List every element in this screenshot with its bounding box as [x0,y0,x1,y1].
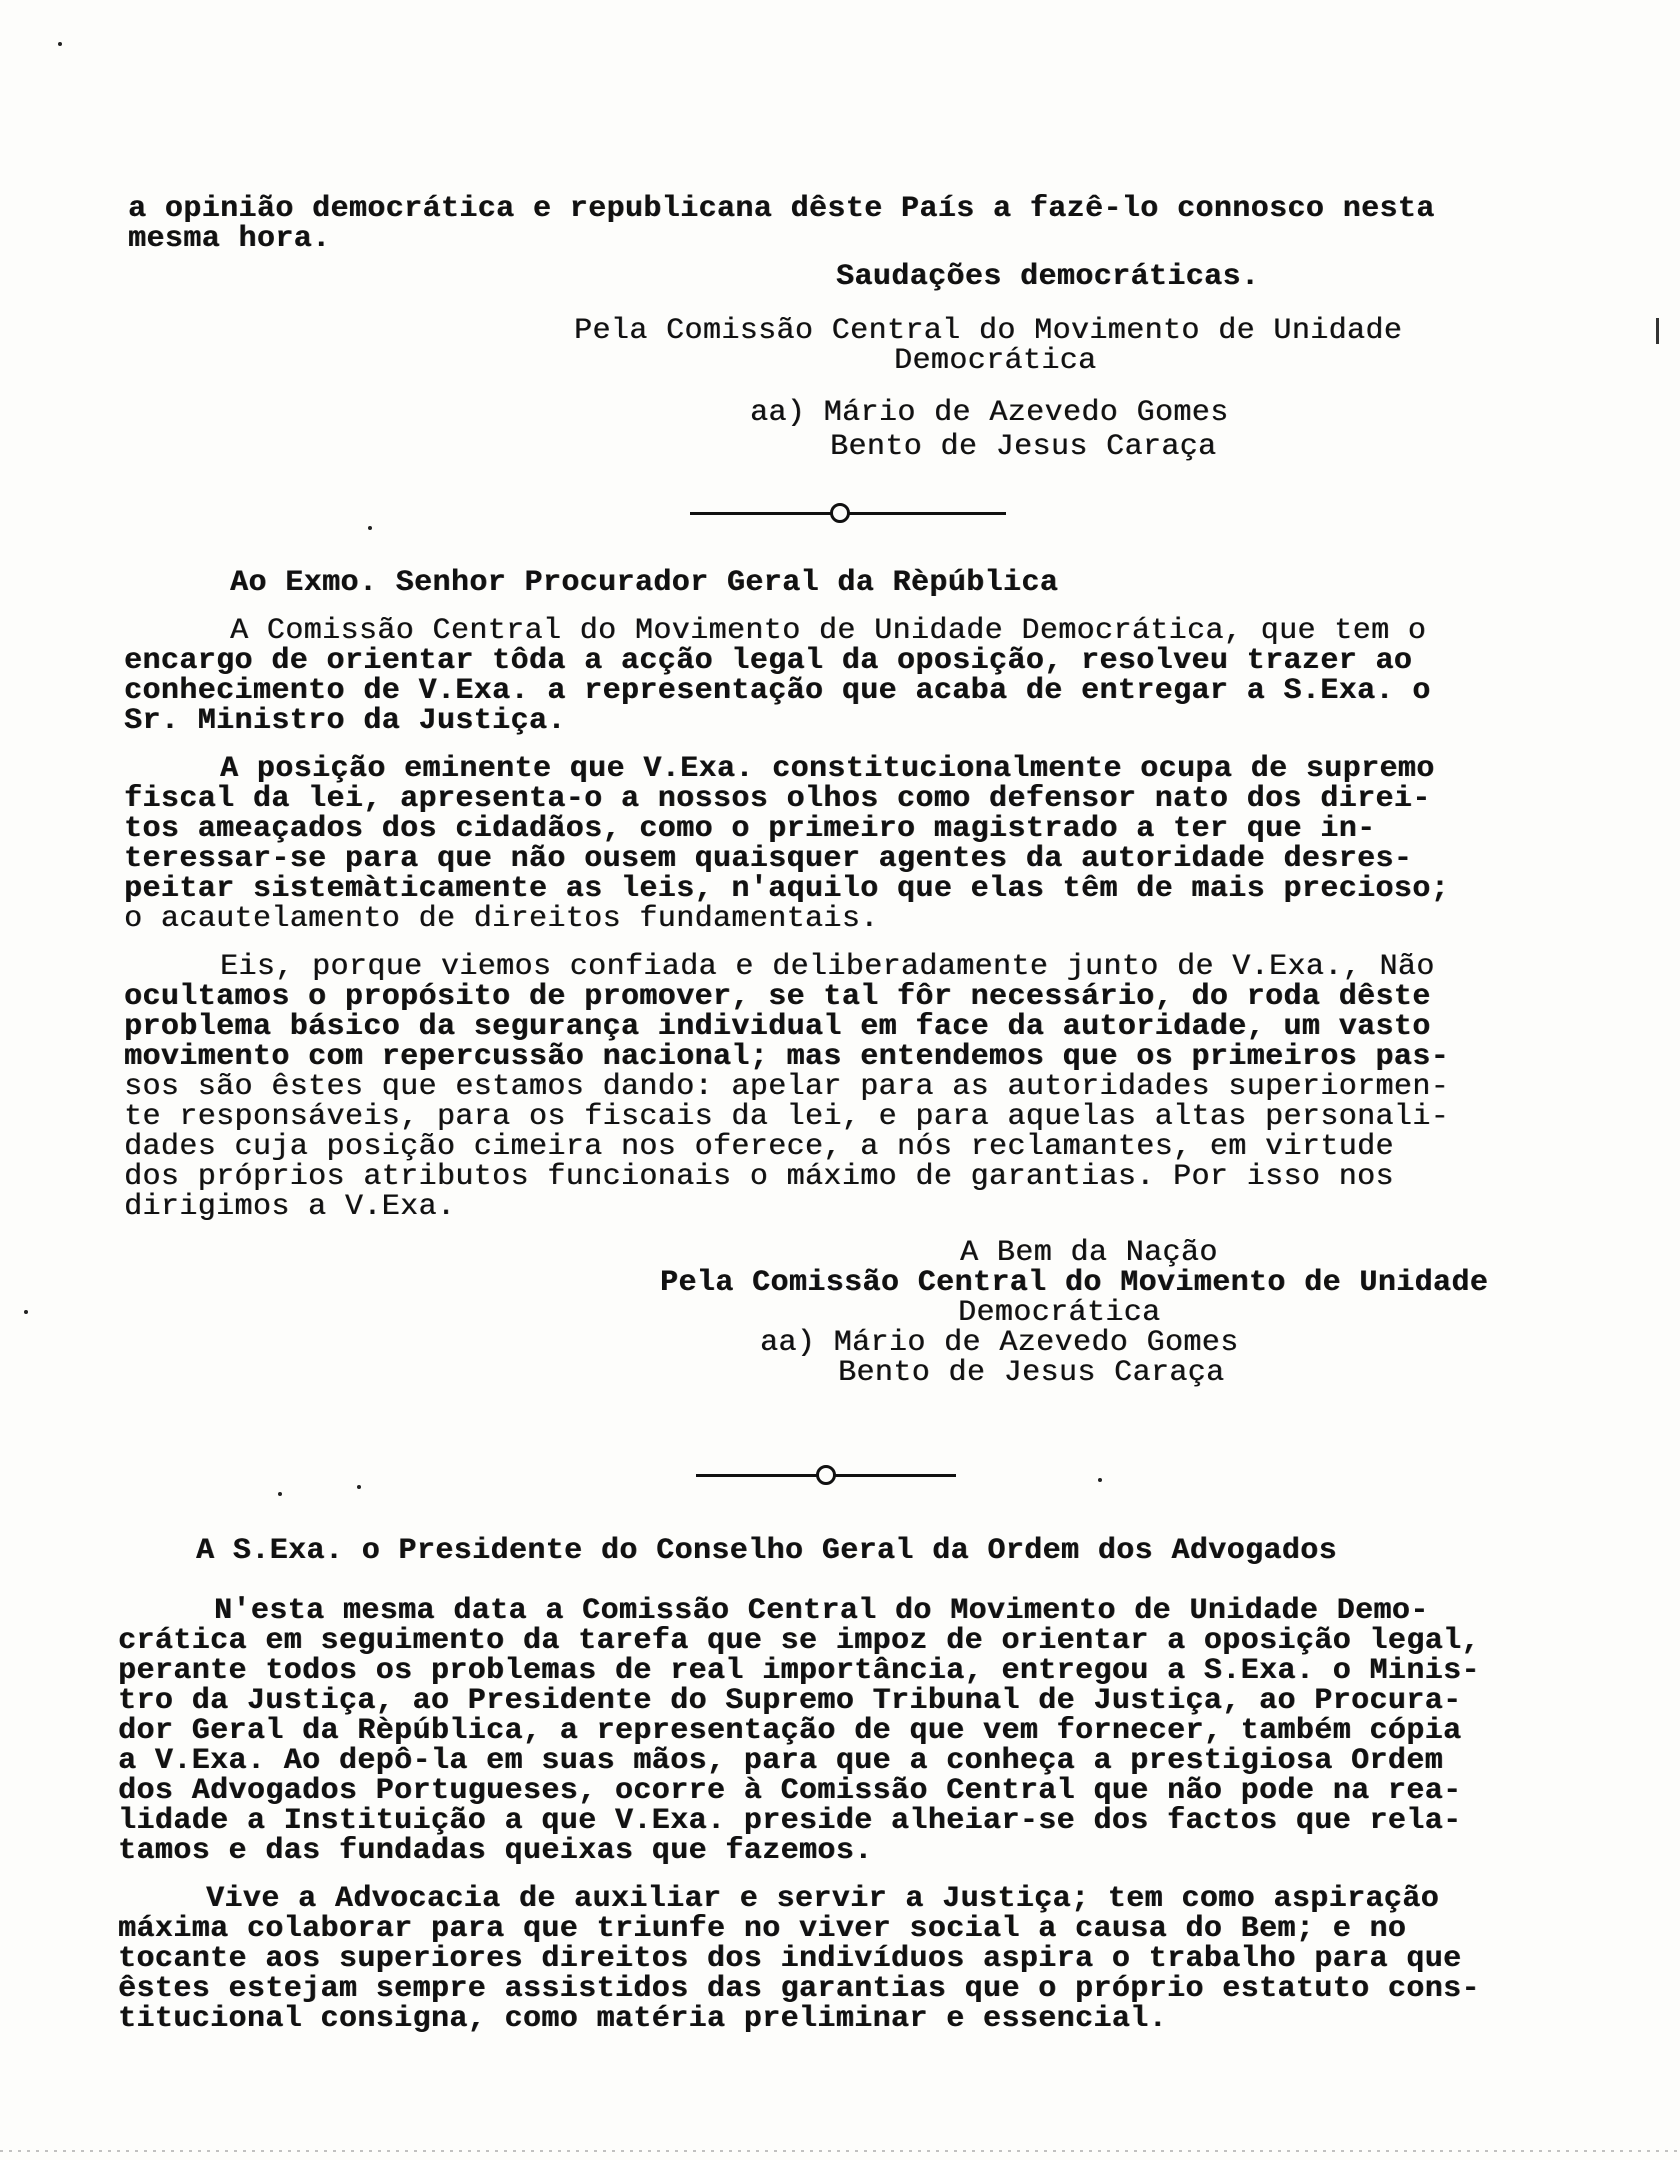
body-line: Eis, porque viemos confiada e deliberadamente junto de V.Exa., Não [220,950,1435,984]
body-line: N'esta mesma data a Comissão Central do Movimento de Unidade Demo- [214,1594,1429,1628]
signature-line: aa) Mário de Azevedo Gomes [760,1326,1239,1360]
body-line: A Comissão Central do Movimento de Unidade Democrática, que tem o [230,614,1427,648]
body-line: ocultamos o propósito de promover, se tal fôr necessário, do roda dêste [124,980,1431,1014]
body-line: A posição eminente que V.Exa. constitucionalmente ocupa de supremo [220,752,1435,786]
scan-edge [0,2150,1680,2152]
scan-speck [368,526,372,530]
scan-speck [58,42,62,46]
scan-speck [1098,1478,1102,1482]
body-line: crática em seguimento da tarefa que se impoz de orientar a oposição legal, [118,1624,1480,1658]
body-line: o acautelamento de direitos fundamentais. [124,902,879,936]
scan-speck [357,1485,361,1489]
body-line: titucional consigna, como matéria preliminar e essencial. [118,2002,1167,2036]
body-line: peitar sistemàticamente as leis, n'aquilo que elas têm de mais precioso; [124,872,1450,906]
body-line: conhecimento de V.Exa. a representação que acaba de entregar a S.Exa. o [124,674,1431,708]
signature-line: Democrática [894,344,1097,378]
body-line: a opinião democrática e republicana dêste País a fazê-lo connosco nesta [128,192,1435,226]
scan-speck [24,1310,28,1314]
margin-mark [1656,318,1659,344]
body-line: Sr. Ministro da Justiça. [124,704,566,738]
body-line: fiscal da lei, apresenta-o a nossos olhos como defensor nato dos direi- [124,782,1431,816]
greeting: Saudações democráticas. [836,260,1260,294]
body-line: tro da Justiça, ao Presidente do Supremo Tribunal de Justiça, ao Procura- [118,1684,1462,1718]
body-line: Vive a Advocacia de auxiliar e servir a Justiça; tem como aspiração [206,1882,1439,1916]
body-line: êstes estejam sempre assistidos das garantias que o próprio estatuto cons- [118,1972,1480,2006]
closing-line: A Bem da Nação [960,1236,1218,1270]
body-line: dirigimos a V.Exa. [124,1190,456,1224]
body-line: perante todos os problemas de real importância, entregou a S.Exa. o Minis- [118,1654,1480,1688]
signature-line: Bento de Jesus Caraça [838,1356,1225,1390]
body-line: dor Geral da Rèpública, a representação de que vem fornecer, também cópia [118,1714,1462,1748]
body-line: tamos e das fundadas queixas que fazemos. [118,1834,873,1868]
body-line: a V.Exa. Ao depô-la em suas mãos, para que a conheça a prestigiosa Ordem [118,1744,1444,1778]
body-line: encargo de orientar tôda a acção legal da oposição, resolveu trazer ao [124,644,1413,678]
body-line: sos são êstes que estamos dando: apelar para as autoridades superiormen- [124,1070,1450,1104]
body-line: dos próprios atributos funcionais o máximo de garantias. Por isso nos [124,1160,1394,1194]
scan-speck [278,1492,282,1496]
body-line: lidade a Instituição a que V.Exa. preside alheiar-se dos factos que rela- [118,1804,1462,1838]
body-line: movimento com repercussão nacional; mas entendemos que os primeiros pas- [124,1040,1450,1074]
body-line: tocante aos superiores direitos dos indivíduos aspira o trabalho para que [118,1942,1462,1976]
body-line: problema básico da segurança individual em face da autoridade, um vasto [124,1010,1431,1044]
body-line: tos ameaçados dos cidadãos, como o primeiro magistrado a ter que in- [124,812,1376,846]
signature-line: Pela Comissão Central do Movimento de Unidade [574,314,1403,348]
body-line: teressar-se para que não ousem quaisquer agentes da autoridade desres- [124,842,1413,876]
body-line: dades cuja posição cimeira nos oferece, a nós reclamantes, em virtude [124,1130,1394,1164]
letter-heading: Ao Exmo. Senhor Procurador Geral da Rèpública [230,566,1059,600]
signature-line: Democrática [958,1296,1161,1330]
signature-line: Pela Comissão Central do Movimento de Unidade [660,1266,1489,1300]
body-line: máxima colaborar para que triunfe no viver social a causa do Bem; e no [118,1912,1407,1946]
body-line: te responsáveis, para os fiscais da lei, e para aquelas altas personali- [124,1100,1450,1134]
letter-heading: A S.Exa. o Presidente do Conselho Geral da Ordem dos Advogados [196,1534,1337,1568]
body-line: mesma hora. [128,222,331,256]
body-line: dos Advogados Portugueses, ocorre à Comissão Central que não pode na rea- [118,1774,1462,1808]
signature-line: Bento de Jesus Caraça [830,430,1217,464]
signature-line: aa) Mário de Azevedo Gomes [750,396,1229,430]
